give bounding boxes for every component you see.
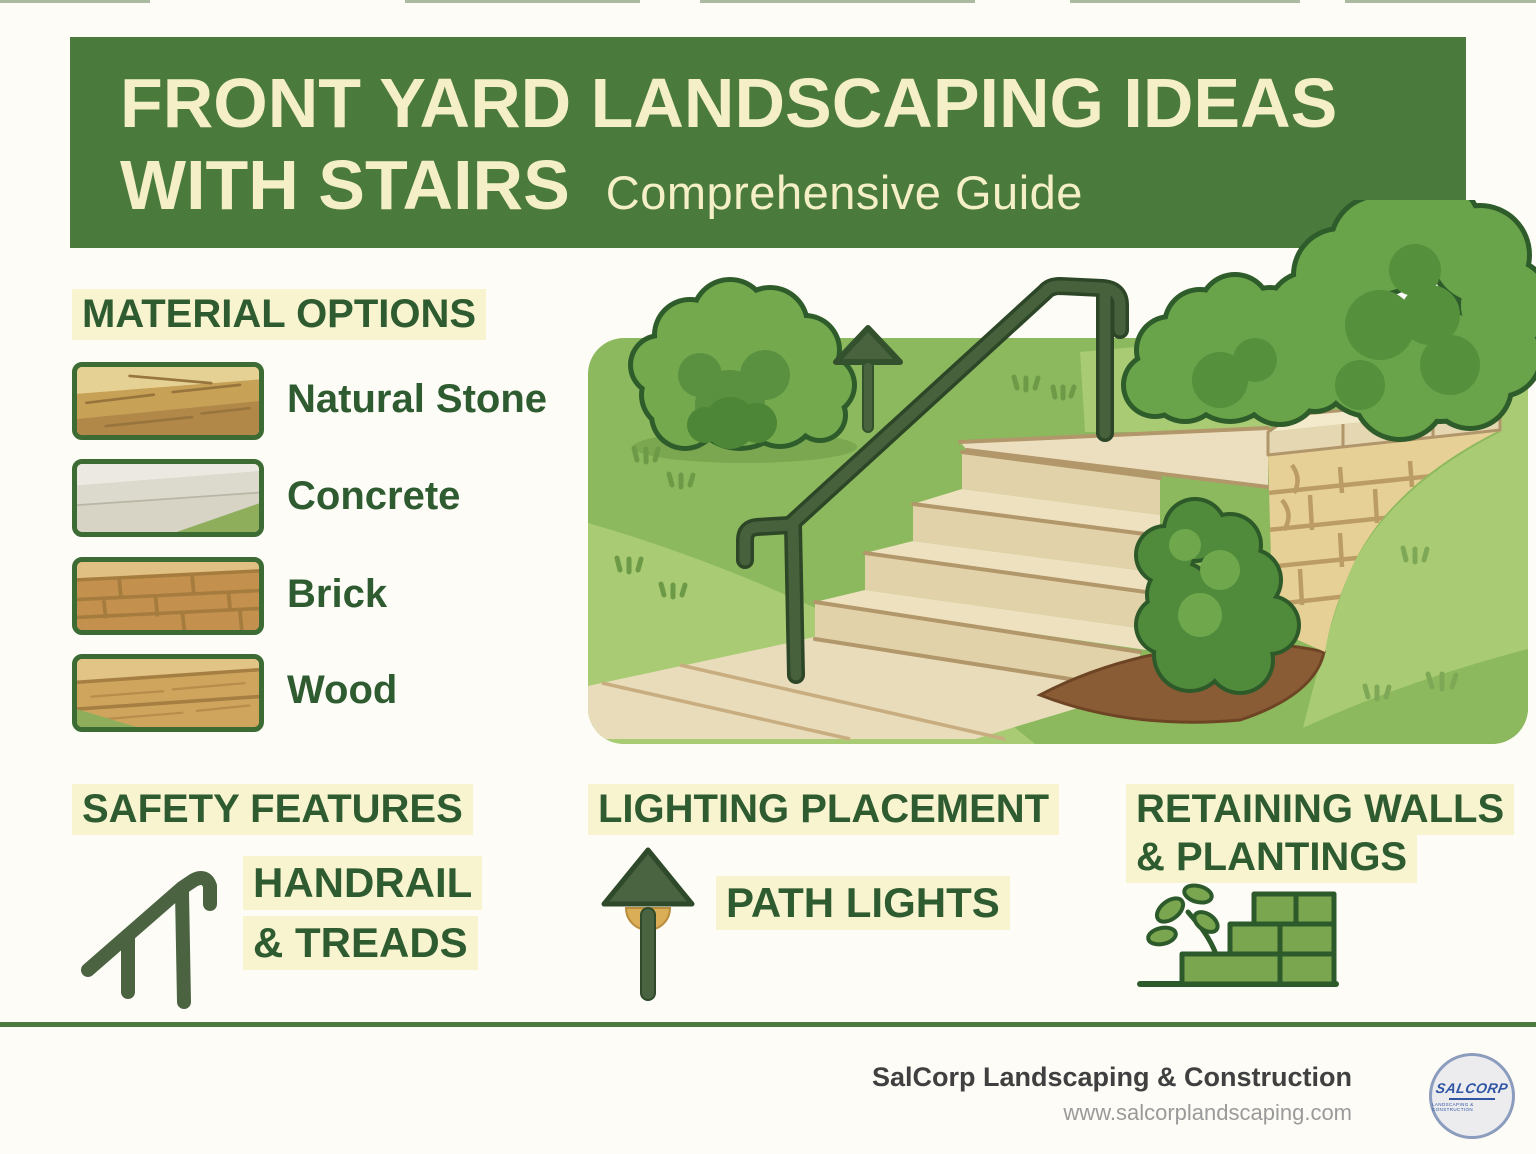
natural-stone-texture (77, 367, 259, 435)
natural-stone-swatch (72, 362, 264, 440)
safety-heading: SAFETY FEATURES (72, 784, 473, 835)
subtitle: Comprehensive Guide (605, 166, 1083, 219)
top-edge-dash (1070, 0, 1300, 3)
salcorp-logo (1429, 1053, 1515, 1139)
brick-texture (77, 562, 259, 630)
path-light-icon (596, 842, 700, 1014)
brick-swatch (72, 557, 264, 635)
logo-underline (1449, 1098, 1495, 1100)
material-label: Natural Stone (287, 377, 548, 421)
concrete-texture (77, 464, 259, 532)
footer-divider (0, 1022, 1536, 1027)
top-edge-dash (1345, 0, 1536, 3)
materials-heading: MATERIAL OPTIONS (72, 289, 486, 340)
handrail-icon (76, 840, 251, 1010)
top-edge-dash (405, 0, 640, 3)
top-edge-dash (0, 0, 150, 3)
footer-company: SalCorp Landscaping & Construction (871, 1062, 1352, 1092)
retaining-heading-line2: & PLANTINGS (1126, 832, 1417, 883)
corner-bushes (1121, 200, 1536, 442)
material-label: Wood (287, 668, 398, 712)
material-label: Brick (287, 572, 388, 616)
retaining-wall-plant-icon (1132, 882, 1344, 994)
left-bush (628, 277, 857, 451)
wood-swatch (72, 654, 264, 732)
logo-subtext: LANDSCAPING & CONSTRUCTION (1432, 1102, 1474, 1112)
front-yard-stairs-scene (580, 200, 1536, 765)
title-line1: FRONT YARD LANDSCAPING IDEAS (120, 64, 1338, 142)
wood-texture (77, 659, 259, 727)
top-edge-dash (700, 0, 975, 3)
footer-website: www.salcorplandscaping.com (1063, 1100, 1352, 1125)
lighting-label: PATH LIGHTS (716, 876, 1010, 930)
concrete-swatch (72, 459, 264, 537)
lighting-heading: LIGHTING PLACEMENT (588, 784, 1059, 835)
title-line2: WITH STAIRS (120, 146, 570, 224)
logo-text: SALCORP (1434, 1080, 1510, 1096)
material-label: Concrete (287, 474, 461, 518)
retaining-heading-line1: RETAINING WALLS (1126, 784, 1514, 835)
safety-label: HANDRAIL & TREADS (243, 856, 482, 976)
